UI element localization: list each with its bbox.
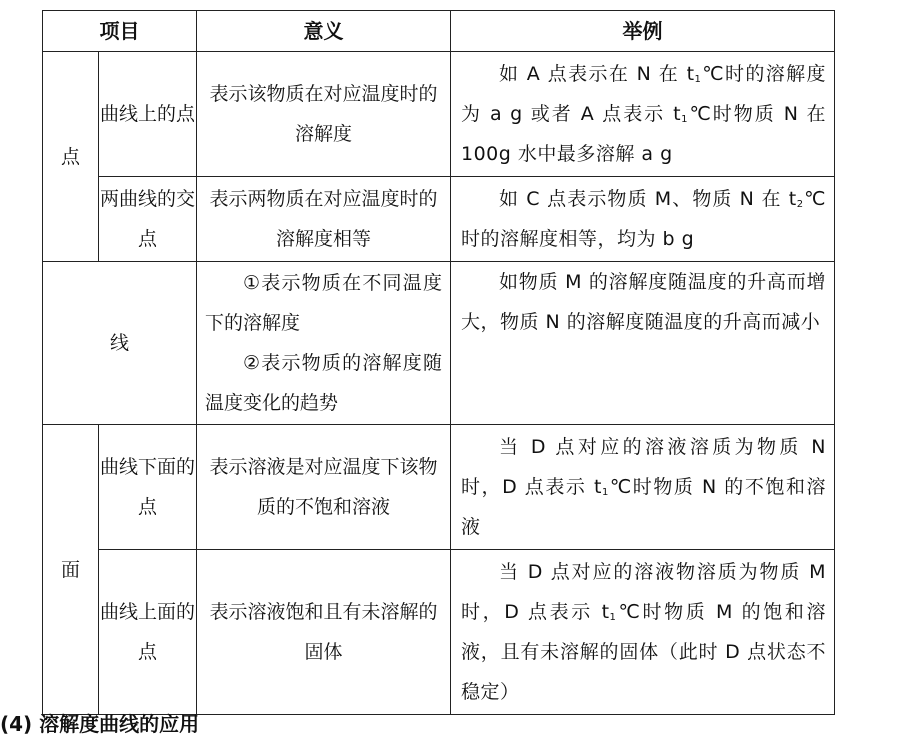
table-row <box>43 425 835 550</box>
table-row <box>43 177 835 262</box>
header-example: 举例 <box>451 11 835 52</box>
example-intersection: 如 C 点表示物质 M、物质 N 在 $t_2℃$时的溶解度相等，均为 b g <box>451 177 835 262</box>
sub-item-intersection: 两曲线的交点 <box>99 177 197 262</box>
meaning-above-curve: 表示溶液饱和且有未溶解的固体 <box>197 550 451 715</box>
solubility-curve-table <box>42 10 835 715</box>
sub-item-below-curve: 曲线下面的点 <box>99 425 197 550</box>
example-below-curve: 当 D 点对应的溶液溶质为物质 N 时，D 点表示 $t_1℃$时物质 N 的不饱和溶液 <box>451 425 835 550</box>
example-on-curve: 如 A 点表示在 N 在 $t_1℃$时的溶解度为 a g 或者 A 点表示 $t_1℃$时物质 N 在 100g 水中最多溶解 a g <box>451 52 835 177</box>
sub-item-above-curve: 曲线上面的点 <box>99 550 197 715</box>
meaning-on-curve: 表示该物质在对应温度时的溶解度 <box>197 52 451 177</box>
sub-item-on-curve: 曲线上的点 <box>99 52 197 177</box>
meaning-line-1: ①表示物质在不同温度下的溶解度 <box>205 272 442 334</box>
meaning-below-curve: 表示溶液是对应温度下该物质的不饱和溶液 <box>197 425 451 550</box>
header-meaning: 意义 <box>197 11 451 52</box>
header-row <box>43 11 835 52</box>
category-surface: 面 <box>43 425 99 715</box>
table-row <box>43 550 835 715</box>
category-point: 点 <box>43 52 99 262</box>
example-line: 如物质 M 的溶解度随温度的升高而增大，物质 N 的溶解度随温度的升高而减小 <box>451 262 835 425</box>
table-row <box>43 52 835 177</box>
meaning-line <box>197 262 451 425</box>
category-line: 线 <box>43 262 197 425</box>
meaning-line-2: ②表示物质的溶解度随温度变化的趋势 <box>205 352 442 414</box>
meaning-intersection: 表示两物质在对应温度时的溶解度相等 <box>197 177 451 262</box>
header-item: 项目 <box>43 11 197 52</box>
example-above-curve: 当 D 点对应的溶液物溶质为物质 M 时，D 点表示 $t_1℃$时物质 M 的饱和溶液，且有未溶解的固体（此时 D 点状态不稳定） <box>451 550 835 715</box>
table-row <box>43 262 835 425</box>
section-heading-next: (4) 溶解度曲线的应用 <box>0 712 200 736</box>
